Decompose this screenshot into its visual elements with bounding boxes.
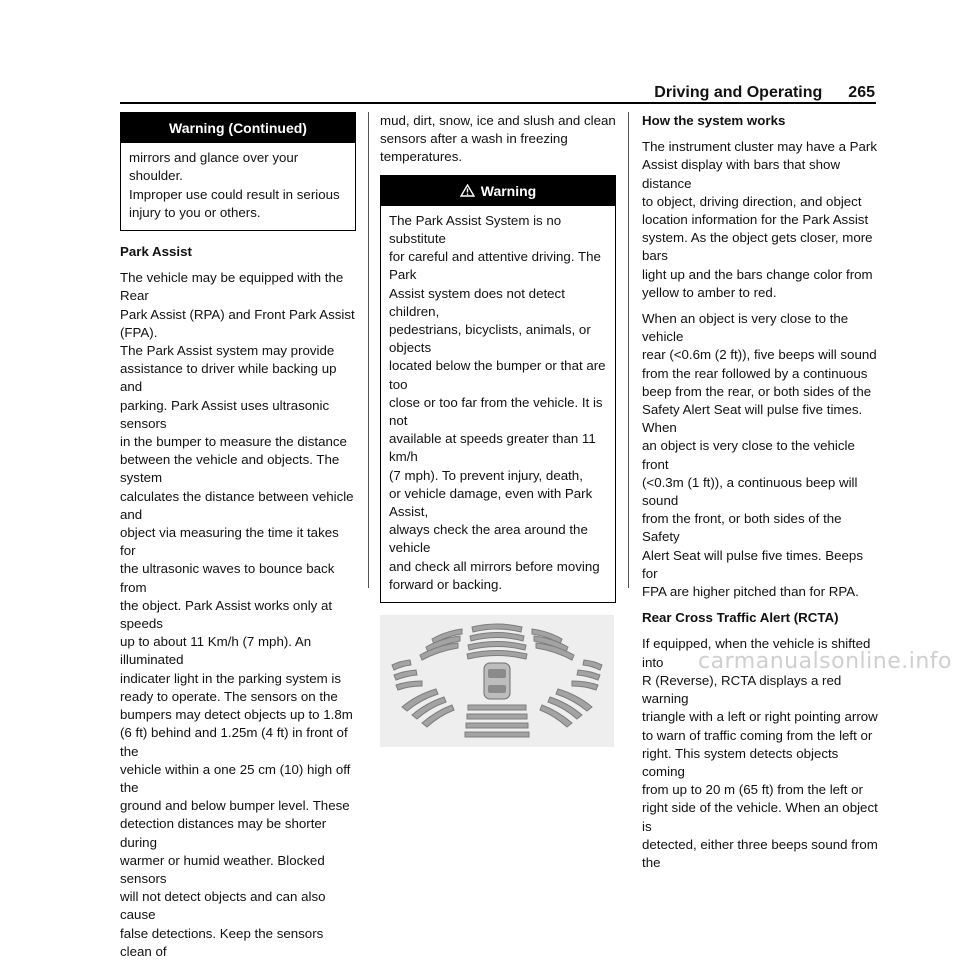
column-1	[120, 112, 356, 969]
warning-triangle-icon	[460, 184, 475, 197]
rcta-heading: Rear Cross Traffic Alert (RCTA)	[642, 610, 839, 626]
park-assist-display-graphic	[380, 615, 614, 747]
park-assist-illustration	[380, 615, 614, 747]
how-system-works-heading: How the system works	[642, 113, 786, 128]
header-rule	[120, 102, 876, 104]
object-close-paragraph: When an object is very close to the vehicle rear (<0.6m (2 ft)), five beeps will sound from the rear followed by a continuous beep from the rear, or both sides of the Safety Alert Seat will pulse five times. When an object is very close to the vehicle front (<0.3m (1 ft)), a continuous beep will sound from the front, or both sides of the Safety Alert Seat will pulse five times. Beeps for FPA are higher pitched than for RPA.	[642, 311, 877, 600]
sensor-clean-paragraph: mud, dirt, snow, ice and slush and clean sensors after a wash in freezing temperatures.	[380, 113, 616, 165]
warning-title: Warning	[381, 176, 615, 206]
warning-continued-text: mirrors and glance over your shoulder. Improper use could result in serious injury to you or others.	[129, 150, 340, 220]
column-divider-2	[628, 112, 629, 588]
column-3	[642, 112, 878, 880]
watermark: carmanualsonline.info	[698, 649, 952, 674]
section-title: Driving and Operating	[654, 84, 823, 101]
park-assist-paragraph: The vehicle may be equipped with the Rear Park Assist (RPA) and Front Park Assist (FPA). The Park Assist system may provide assistance to driver while backing up and parking. Park Assist uses ultrasonic sensors in the bumper to measure the distance between the vehicle and objects. The system calculates the distance between vehicle and object via measuring the time it takes for the ultrasonic waves to bounce back from the object. Park Assist works only at speeds up to about 11 Km/h (7 mph). An illuminated indicater light in the parking system is ready to operate. The sensors on the bumpers may detect objects up to 1.8m (6 ft) behind and 1.25m (4 ft) in front of the vehicle within a one 25 cm (10) high off the ground and below bumper level. These detection distances may be shorter during warmer or humid weather. Blocked sensors will not detect objects and can also cause false detections. Keep the sensors clean of	[120, 270, 355, 959]
how-system-works-paragraph: The instrument cluster may have a Park Assist display with bars that show distance to object, driving direction, and object location information for the Park Assist system. As the object gets closer, more bars light up and the bars change color from yellow to amber to red.	[642, 139, 878, 300]
warning-text: The Park Assist System is no substitute for careful and attentive driving. The Park Assist system does not detect children, pedestrians, bicyclists, animals, or objects located below the bumper or that are too close or too far from the vehicle. It is not available at speeds greater than 11 km/h (7 mph). To prevent injury, death, or vehicle damage, even with Park Assist, always check the area around the vehicle and check all mirrors before moving forward or backing.	[389, 212, 606, 592]
rcta-paragraph: If equipped, when the vehicle is shifted into R (Reverse), RCTA displays a red warning triangle with a left or right pointing arrow to warn of traffic coming from the left or right. This system detects objects coming from up to 20 m (65 ft) from the left or right side of the vehicle. When an object is detected, either three beeps sound from the	[642, 636, 878, 870]
page-number: 265	[848, 84, 875, 101]
park-assist-heading: Park Assist	[120, 244, 192, 260]
vehicle-icon	[484, 663, 510, 699]
page-header	[0, 84, 875, 102]
warning-continued-box	[120, 112, 356, 231]
warning-continued-title: Warning (Continued)	[121, 113, 355, 143]
warning-box	[380, 175, 616, 603]
column-2	[380, 112, 616, 747]
column-divider-1	[368, 112, 369, 588]
